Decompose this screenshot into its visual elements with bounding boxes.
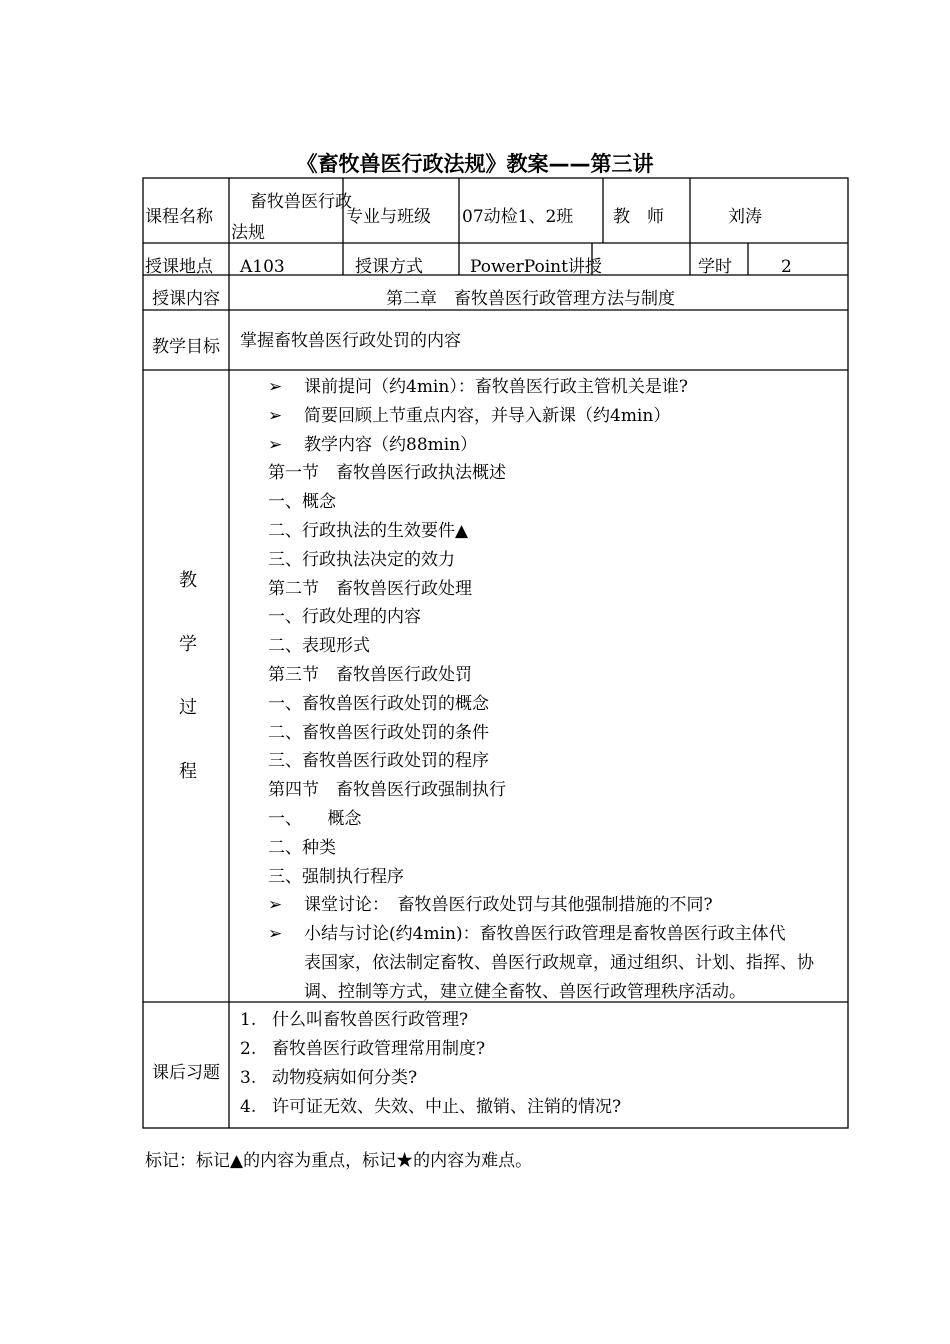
teacher-label: 教 师 (613, 207, 664, 227)
document-title: 《畜牧兽医行政法规》教案——第三讲 (296, 152, 654, 176)
hours-label: 学时 (698, 257, 732, 277)
arrow-bullet-icon: ➢ (268, 434, 283, 455)
process-label-char: 学 (179, 634, 197, 655)
homework-item: 1. 什么叫畜牧兽医行政管理? (240, 1010, 469, 1030)
process-line: 调、控制等方式，建立健全畜牧、兽医行政管理秩序活动。 (304, 981, 746, 1002)
hours-value: 2 (781, 257, 792, 277)
process-line: 一、行政处理的内容 (268, 607, 421, 628)
process-line: 第三节 畜牧兽医行政处罚 (268, 664, 472, 685)
process-line: 二、种类 (268, 837, 336, 858)
footnote: 标记：标记▲的内容为重点，标记★的内容为难点。 (145, 1151, 533, 1171)
homework-list (240, 1006, 621, 1122)
process-line: 第四节 畜牧兽医行政强制执行 (268, 780, 506, 801)
process-bullet-line: ➢ 小结与讨论(约4min)：畜牧兽医行政管理是畜牧兽医行政主体代 (268, 920, 814, 949)
teaching-process-content (268, 373, 814, 1007)
process-label-char: 教 (179, 570, 197, 591)
major-class-label: 专业与班级 (346, 207, 431, 227)
place-label: 授课地点 (145, 257, 213, 277)
process-line: 二、畜牧兽医行政处罚的条件 (268, 722, 489, 743)
teacher-value: 刘涛 (728, 207, 762, 227)
course-name-value-line2: 法规 (231, 223, 265, 243)
arrow-bullet-icon: ➢ (268, 377, 283, 397)
process-bullet-line: ➢ 课堂讨论： 畜牧兽医行政处罚与其他强制措施的不同? (268, 891, 814, 920)
process-line: 二、表现形式 (268, 636, 370, 657)
method-label: 授课方式 (355, 257, 423, 277)
arrow-bullet-icon: ➢ (268, 895, 283, 916)
homework-item: 4. 许可证无效、失效、中止、撤销、注销的情况? (240, 1097, 622, 1117)
content-label: 授课内容 (152, 289, 220, 309)
content-value: 第二章 畜牧兽医行政管理方法与制度 (386, 289, 675, 309)
course-name-label: 课程名称 (145, 207, 213, 227)
homework-label: 课后习题 (152, 1063, 220, 1083)
course-name-value-line1: 畜牧兽医行政 (250, 192, 352, 212)
process-line: 一、 概念 (268, 808, 362, 829)
process-line: 一、畜牧兽医行政处罚的概念 (268, 693, 489, 714)
process-line: 表国家，依法制定畜牧、兽医行政规章，通过组织、计划、指挥、协 (304, 952, 814, 973)
process-line: 一、概念 (268, 492, 336, 513)
process-line: 三、行政执法决定的效力 (268, 549, 455, 570)
place-value: A103 (240, 257, 285, 277)
process-bullet-line: ➢ 课前提问（约4min）：畜牧兽医行政主管机关是谁? (268, 373, 814, 402)
process-line: 第一节 畜牧兽医行政执法概述 (268, 463, 506, 484)
arrow-bullet-icon: ➢ (268, 924, 283, 945)
process-line: 二、行政执法的生效要件▲ (268, 520, 469, 541)
method-value: PowerPoint讲授 (470, 257, 602, 277)
process-label-char: 程 (179, 761, 197, 782)
goal-label: 教学目标 (152, 337, 220, 357)
process-line: 三、强制执行程序 (268, 866, 404, 887)
process-bullet-line: ➢ 简要回顾上节重点内容，并导入新课（约4min） (268, 402, 814, 431)
process-line: 三、畜牧兽医行政处罚的程序 (268, 751, 489, 772)
process-line: 第二节 畜牧兽医行政处理 (268, 578, 472, 599)
major-class-value: 07动检1、2班 (462, 207, 574, 227)
process-bullet-line: ➢ 教学内容（约88min） (268, 431, 814, 460)
homework-item: 2. 畜牧兽医行政管理常用制度? (240, 1039, 486, 1059)
homework-item: 3. 动物疫病如何分类? (240, 1068, 418, 1088)
goal-value: 掌握畜牧兽医行政处罚的内容 (240, 331, 461, 351)
process-label-char: 过 (179, 697, 197, 718)
arrow-bullet-icon: ➢ (268, 405, 283, 426)
